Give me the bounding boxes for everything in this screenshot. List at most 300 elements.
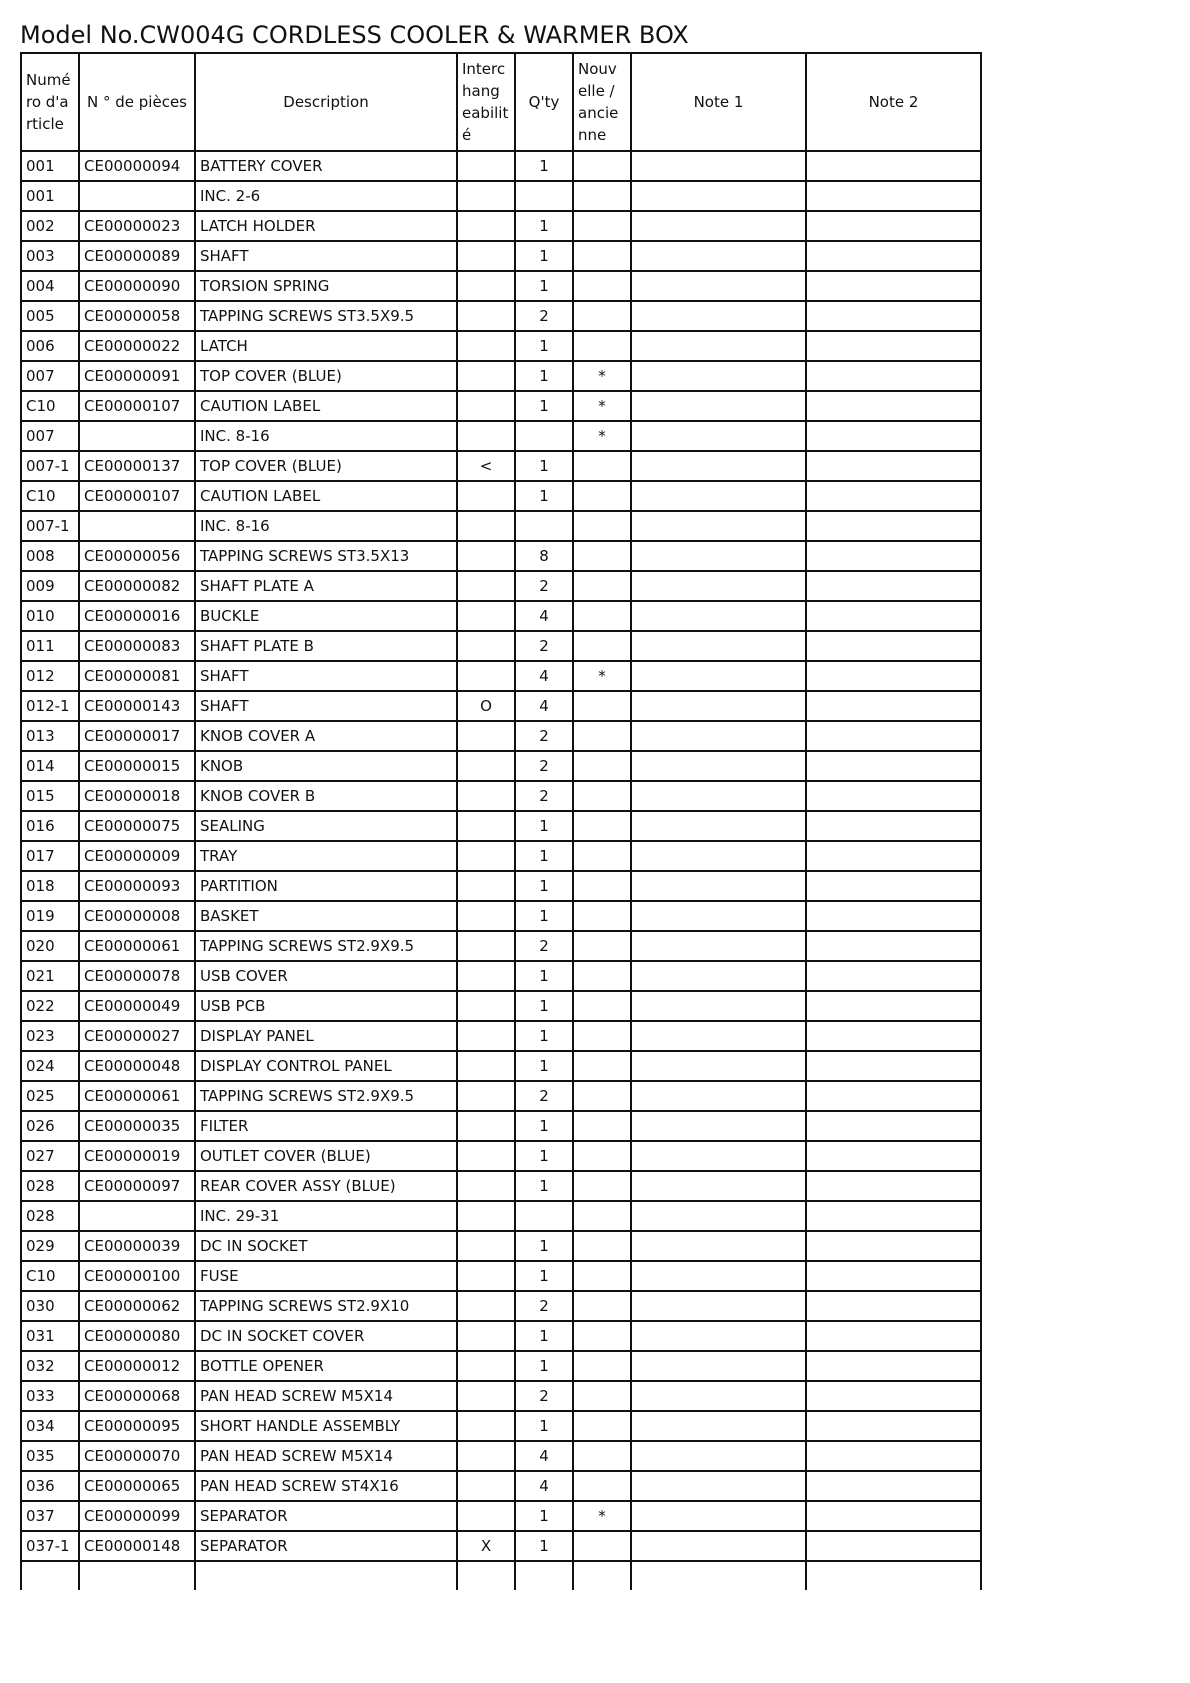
cell-qty: 1	[515, 811, 573, 841]
cell-description: SHAFT PLATE A	[195, 571, 457, 601]
cell-description: TAPPING SCREWS ST2.9X9.5	[195, 931, 457, 961]
cell-note-2	[806, 631, 981, 661]
cell-part-no: CE00000015	[79, 751, 195, 781]
cell-part-no: CE00000018	[79, 781, 195, 811]
table-row	[21, 451, 981, 481]
cell-note-2	[806, 331, 981, 361]
cell-note-2	[806, 1231, 981, 1261]
cell-item-no: C10	[21, 1261, 79, 1291]
cell-description: TAPPING SCREWS ST2.9X9.5	[195, 1081, 457, 1111]
cell-qty: 4	[515, 691, 573, 721]
cell-note-2	[806, 961, 981, 991]
table-cell-empty	[573, 1561, 631, 1590]
cell-qty: 4	[515, 661, 573, 691]
cell-new-old	[573, 781, 631, 811]
table-row	[21, 1141, 981, 1171]
cell-interchangeability: O	[457, 691, 515, 721]
table-row	[21, 961, 981, 991]
cell-interchangeability: X	[457, 1531, 515, 1561]
cell-qty: 1	[515, 211, 573, 241]
cell-description: INC. 8-16	[195, 421, 457, 451]
cell-qty: 1	[515, 1111, 573, 1141]
cell-part-no: CE00000065	[79, 1471, 195, 1501]
cell-qty: 1	[515, 841, 573, 871]
cell-qty: 1	[515, 331, 573, 361]
table-row	[21, 841, 981, 871]
table-row	[21, 481, 981, 511]
cell-note-1	[631, 721, 806, 751]
cell-part-no: CE00000016	[79, 601, 195, 631]
cell-item-no: 015	[21, 781, 79, 811]
cell-part-no: CE00000089	[79, 241, 195, 271]
cell-note-1	[631, 1141, 806, 1171]
parts-table	[20, 52, 982, 1590]
cell-part-no: CE00000062	[79, 1291, 195, 1321]
cell-part-no: CE00000080	[79, 1321, 195, 1351]
cell-note-1	[631, 1051, 806, 1081]
cell-qty: 1	[515, 1171, 573, 1201]
table-row	[21, 1471, 981, 1501]
cell-note-1	[631, 1261, 806, 1291]
cell-new-old	[573, 1321, 631, 1351]
cell-item-no: 036	[21, 1471, 79, 1501]
cell-item-no: 019	[21, 901, 79, 931]
cell-note-1	[631, 1231, 806, 1261]
cell-note-2	[806, 571, 981, 601]
table-row	[21, 1111, 981, 1141]
cell-part-no: CE00000107	[79, 481, 195, 511]
cell-note-1	[631, 781, 806, 811]
cell-note-2	[806, 1501, 981, 1531]
cell-note-1	[631, 1471, 806, 1501]
cell-part-no: CE00000100	[79, 1261, 195, 1291]
cell-note-1	[631, 901, 806, 931]
cell-item-no: 028	[21, 1201, 79, 1231]
cell-description: FUSE	[195, 1261, 457, 1291]
cell-interchangeability	[457, 1441, 515, 1471]
cell-note-1	[631, 1321, 806, 1351]
cell-new-old	[573, 1021, 631, 1051]
cell-description: TOP COVER (BLUE)	[195, 361, 457, 391]
cell-note-1	[631, 241, 806, 271]
cell-interchangeability	[457, 721, 515, 751]
cell-description: FILTER	[195, 1111, 457, 1141]
cell-note-2	[806, 871, 981, 901]
cell-description: TOP COVER (BLUE)	[195, 451, 457, 481]
cell-note-2	[806, 1381, 981, 1411]
cell-new-old	[573, 1051, 631, 1081]
cell-part-no: CE00000048	[79, 1051, 195, 1081]
table-row	[21, 1021, 981, 1051]
cell-new-old	[573, 721, 631, 751]
cell-item-no: 020	[21, 931, 79, 961]
cell-qty: 1	[515, 151, 573, 181]
cell-note-2	[806, 211, 981, 241]
cell-note-1	[631, 1411, 806, 1441]
table-row	[21, 211, 981, 241]
cell-part-no: CE00000143	[79, 691, 195, 721]
cell-note-2	[806, 781, 981, 811]
cell-description: SHORT HANDLE ASSEMBLY	[195, 1411, 457, 1441]
cell-note-1	[631, 631, 806, 661]
cell-note-1	[631, 571, 806, 601]
cell-part-no: CE00000058	[79, 301, 195, 331]
cell-interchangeability	[457, 271, 515, 301]
cell-note-1	[631, 811, 806, 841]
cell-note-2	[806, 1351, 981, 1381]
cell-note-2	[806, 151, 981, 181]
cell-item-no: 037-1	[21, 1531, 79, 1561]
cell-interchangeability	[457, 511, 515, 541]
table-row	[21, 1261, 981, 1291]
cell-part-no	[79, 421, 195, 451]
cell-note-2	[806, 811, 981, 841]
cell-interchangeability	[457, 631, 515, 661]
cell-note-2	[806, 481, 981, 511]
cell-interchangeability	[457, 541, 515, 571]
cell-note-2	[806, 1531, 981, 1561]
cell-interchangeability	[457, 1471, 515, 1501]
cell-item-no: 007-1	[21, 511, 79, 541]
cell-qty: 2	[515, 301, 573, 331]
table-row	[21, 691, 981, 721]
cell-new-old	[573, 601, 631, 631]
cell-item-no: 031	[21, 1321, 79, 1351]
cell-part-no: CE00000081	[79, 661, 195, 691]
cell-note-1	[631, 511, 806, 541]
cell-item-no: 007-1	[21, 451, 79, 481]
cell-note-1	[631, 481, 806, 511]
cell-interchangeability	[457, 1171, 515, 1201]
cell-new-old	[573, 631, 631, 661]
cell-qty: 4	[515, 1471, 573, 1501]
cell-qty: 1	[515, 1051, 573, 1081]
cell-qty: 2	[515, 1381, 573, 1411]
cell-description: SEALING	[195, 811, 457, 841]
table-row	[21, 631, 981, 661]
cell-new-old	[573, 1411, 631, 1441]
cell-note-1	[631, 1171, 806, 1201]
cell-item-no: 005	[21, 301, 79, 331]
cell-note-1	[631, 691, 806, 721]
cell-qty: 1	[515, 1351, 573, 1381]
cell-note-1	[631, 661, 806, 691]
cell-description: TORSION SPRING	[195, 271, 457, 301]
cell-note-2	[806, 301, 981, 331]
cell-item-no: C10	[21, 391, 79, 421]
table-cell-empty	[195, 1561, 457, 1590]
cell-item-no: 011	[21, 631, 79, 661]
table-row	[21, 781, 981, 811]
cell-interchangeability	[457, 601, 515, 631]
cell-description: BUCKLE	[195, 601, 457, 631]
cell-description: INC. 2-6	[195, 181, 457, 211]
cell-part-no: CE00000097	[79, 1171, 195, 1201]
cell-part-no: CE00000012	[79, 1351, 195, 1381]
table-row	[21, 1411, 981, 1441]
cell-interchangeability: <	[457, 451, 515, 481]
cell-interchangeability	[457, 751, 515, 781]
cell-part-no: CE00000078	[79, 961, 195, 991]
cell-part-no: CE00000094	[79, 151, 195, 181]
cell-description: SHAFT	[195, 691, 457, 721]
cell-qty: 1	[515, 991, 573, 1021]
cell-note-2	[806, 421, 981, 451]
table-row	[21, 391, 981, 421]
cell-interchangeability	[457, 1111, 515, 1141]
cell-new-old	[573, 1111, 631, 1141]
cell-qty: 1	[515, 391, 573, 421]
table-cell-empty	[457, 1561, 515, 1590]
cell-part-no: CE00000035	[79, 1111, 195, 1141]
cell-note-2	[806, 391, 981, 421]
cell-item-no: 021	[21, 961, 79, 991]
cell-note-2	[806, 181, 981, 211]
cell-item-no: 001	[21, 151, 79, 181]
cell-note-1	[631, 331, 806, 361]
cell-qty: 1	[515, 961, 573, 991]
cell-note-1	[631, 1201, 806, 1231]
cell-qty: 1	[515, 1141, 573, 1171]
cell-description: SHAFT	[195, 661, 457, 691]
cell-description: TAPPING SCREWS ST3.5X9.5	[195, 301, 457, 331]
cell-note-2	[806, 991, 981, 1021]
cell-item-no: 027	[21, 1141, 79, 1171]
cell-interchangeability	[457, 1021, 515, 1051]
cell-interchangeability	[457, 211, 515, 241]
table-row	[21, 1051, 981, 1081]
cell-note-2	[806, 361, 981, 391]
cell-new-old	[573, 841, 631, 871]
cell-note-1	[631, 841, 806, 871]
cell-item-no: 018	[21, 871, 79, 901]
cell-description: PARTITION	[195, 871, 457, 901]
cell-new-old	[573, 181, 631, 211]
table-row	[21, 751, 981, 781]
cell-part-no	[79, 511, 195, 541]
cell-qty: 1	[515, 271, 573, 301]
cell-note-2	[806, 1021, 981, 1051]
cell-item-no: 029	[21, 1231, 79, 1261]
cell-new-old	[573, 451, 631, 481]
cell-description: BASKET	[195, 901, 457, 931]
table-row	[21, 1531, 981, 1561]
cell-description: KNOB	[195, 751, 457, 781]
col-header-qty: Q'ty	[515, 53, 573, 151]
cell-new-old: *	[573, 1501, 631, 1531]
table-row	[21, 1171, 981, 1201]
cell-qty: 1	[515, 1411, 573, 1441]
cell-qty: 1	[515, 1501, 573, 1531]
cell-note-2	[806, 1291, 981, 1321]
cell-part-no: CE00000009	[79, 841, 195, 871]
cell-part-no: CE00000075	[79, 811, 195, 841]
cell-interchangeability	[457, 1291, 515, 1321]
cell-part-no: CE00000023	[79, 211, 195, 241]
cell-description: TAPPING SCREWS ST3.5X13	[195, 541, 457, 571]
cell-new-old: *	[573, 391, 631, 421]
cell-description: INC. 8-16	[195, 511, 457, 541]
cell-interchangeability	[457, 871, 515, 901]
cell-note-1	[631, 1351, 806, 1381]
cell-qty	[515, 181, 573, 211]
table-row	[21, 181, 981, 211]
cell-part-no: CE00000091	[79, 361, 195, 391]
table-row	[21, 811, 981, 841]
table-cell-empty	[21, 1561, 79, 1590]
cell-part-no: CE00000019	[79, 1141, 195, 1171]
cell-item-no: 037	[21, 1501, 79, 1531]
cell-note-1	[631, 1021, 806, 1051]
cell-note-2	[806, 1051, 981, 1081]
cell-interchangeability	[457, 961, 515, 991]
cell-interchangeability	[457, 421, 515, 451]
cell-note-1	[631, 301, 806, 331]
cell-interchangeability	[457, 1261, 515, 1291]
cell-description: SHAFT	[195, 241, 457, 271]
cell-interchangeability	[457, 391, 515, 421]
cell-item-no: 009	[21, 571, 79, 601]
cell-item-no: 007	[21, 421, 79, 451]
table-row-partial	[21, 1561, 981, 1590]
cell-description: INC. 29-31	[195, 1201, 457, 1231]
cell-new-old	[573, 271, 631, 301]
cell-interchangeability	[457, 931, 515, 961]
cell-note-1	[631, 421, 806, 451]
cell-new-old	[573, 241, 631, 271]
cell-note-1	[631, 361, 806, 391]
cell-note-2	[806, 511, 981, 541]
cell-note-2	[806, 271, 981, 301]
cell-part-no: CE00000017	[79, 721, 195, 751]
cell-part-no: CE00000068	[79, 1381, 195, 1411]
cell-qty: 8	[515, 541, 573, 571]
cell-part-no: CE00000082	[79, 571, 195, 601]
cell-item-no: 028	[21, 1171, 79, 1201]
cell-part-no: CE00000049	[79, 991, 195, 1021]
col-header-new-old: Nouv elle / ancie nne	[573, 53, 631, 151]
cell-qty: 4	[515, 601, 573, 631]
cell-interchangeability	[457, 151, 515, 181]
cell-part-no: CE00000027	[79, 1021, 195, 1051]
cell-qty: 2	[515, 571, 573, 601]
cell-interchangeability	[457, 241, 515, 271]
cell-interchangeability	[457, 811, 515, 841]
cell-description: BATTERY COVER	[195, 151, 457, 181]
table-row	[21, 601, 981, 631]
cell-new-old	[573, 1141, 631, 1171]
cell-part-no: CE00000090	[79, 271, 195, 301]
cell-new-old	[573, 1291, 631, 1321]
cell-qty: 2	[515, 751, 573, 781]
table-row	[21, 301, 981, 331]
cell-item-no: 012-1	[21, 691, 79, 721]
col-header-item-no: Numé ro d'a rticle	[21, 53, 79, 151]
cell-note-1	[631, 751, 806, 781]
cell-note-1	[631, 151, 806, 181]
cell-part-no: CE00000061	[79, 1081, 195, 1111]
cell-description: SEPARATOR	[195, 1531, 457, 1561]
cell-interchangeability	[457, 1381, 515, 1411]
cell-new-old	[573, 751, 631, 781]
cell-note-1	[631, 1111, 806, 1141]
cell-new-old	[573, 1531, 631, 1561]
cell-qty: 4	[515, 1441, 573, 1471]
cell-description: DISPLAY CONTROL PANEL	[195, 1051, 457, 1081]
cell-qty: 1	[515, 361, 573, 391]
cell-part-no: CE00000083	[79, 631, 195, 661]
cell-qty	[515, 511, 573, 541]
cell-qty: 2	[515, 781, 573, 811]
cell-new-old: *	[573, 661, 631, 691]
col-header-description: Description	[195, 53, 457, 151]
cell-qty: 2	[515, 721, 573, 751]
table-row	[21, 541, 981, 571]
table-row	[21, 901, 981, 931]
table-row	[21, 1381, 981, 1411]
cell-note-2	[806, 241, 981, 271]
cell-note-1	[631, 1441, 806, 1471]
cell-item-no: 033	[21, 1381, 79, 1411]
cell-item-no: 004	[21, 271, 79, 301]
cell-qty: 1	[515, 871, 573, 901]
table-body	[21, 151, 981, 1590]
cell-item-no: 025	[21, 1081, 79, 1111]
cell-interchangeability	[457, 1051, 515, 1081]
cell-part-no	[79, 1201, 195, 1231]
cell-new-old	[573, 211, 631, 241]
col-header-note-2: Note 2	[806, 53, 981, 151]
cell-interchangeability	[457, 991, 515, 1021]
cell-interchangeability	[457, 1141, 515, 1171]
col-header-note-1: Note 1	[631, 53, 806, 151]
cell-description: TAPPING SCREWS ST2.9X10	[195, 1291, 457, 1321]
cell-note-2	[806, 1321, 981, 1351]
cell-description: DC IN SOCKET COVER	[195, 1321, 457, 1351]
cell-interchangeability	[457, 1201, 515, 1231]
cell-new-old	[573, 901, 631, 931]
cell-item-no: 026	[21, 1111, 79, 1141]
table-row	[21, 421, 981, 451]
cell-description: REAR COVER ASSY (BLUE)	[195, 1171, 457, 1201]
cell-interchangeability	[457, 1501, 515, 1531]
table-row	[21, 1501, 981, 1531]
cell-qty: 1	[515, 1261, 573, 1291]
table-row	[21, 1081, 981, 1111]
cell-description: PAN HEAD SCREW ST4X16	[195, 1471, 457, 1501]
cell-note-1	[631, 271, 806, 301]
cell-note-2	[806, 451, 981, 481]
table-row	[21, 151, 981, 181]
table-row	[21, 991, 981, 1021]
cell-new-old	[573, 1471, 631, 1501]
table-row	[21, 721, 981, 751]
cell-item-no: C10	[21, 481, 79, 511]
cell-item-no: 014	[21, 751, 79, 781]
cell-part-no: CE00000148	[79, 1531, 195, 1561]
table-cell-empty	[806, 1561, 981, 1590]
cell-qty: 1	[515, 1021, 573, 1051]
cell-new-old	[573, 871, 631, 901]
cell-note-1	[631, 991, 806, 1021]
cell-interchangeability	[457, 181, 515, 211]
table-cell-empty	[79, 1561, 195, 1590]
table-row	[21, 511, 981, 541]
cell-description: BOTTLE OPENER	[195, 1351, 457, 1381]
table-row	[21, 1231, 981, 1261]
cell-item-no: 030	[21, 1291, 79, 1321]
cell-new-old	[573, 1441, 631, 1471]
